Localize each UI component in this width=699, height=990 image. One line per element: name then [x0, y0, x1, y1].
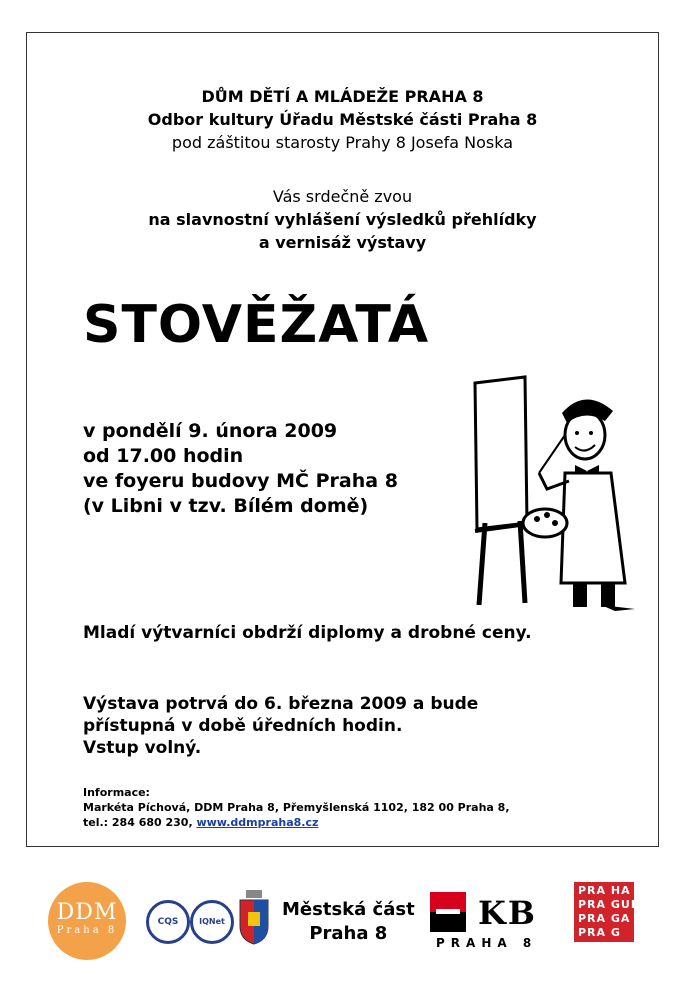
invitation-frame — [26, 32, 659, 847]
mc-line-1: Městská část — [282, 899, 415, 920]
invite-occasion: na slavnostní vyhlášení výsledků přehlídky — [148, 210, 537, 229]
ddm-logo — [48, 882, 126, 960]
contact-info — [83, 785, 510, 830]
ddm-logo-subtext: Praha 8 — [56, 925, 118, 936]
exhibition-line-2: přístupná v době úředních hodin. — [83, 716, 403, 736]
exhibition-line-1: Výstava potrvá do 6. března 2009 a bude — [83, 694, 479, 714]
info-contact: Markéta Píchová, DDM Praha 8, Přemyšlenská 1102, 182 00 Praha 8, — [83, 801, 510, 814]
info-label: Informace: — [83, 786, 150, 799]
event-title: STOVĚŽATÁ — [83, 295, 430, 355]
cqs-certificate-logo: CQS — [146, 900, 190, 944]
info-phone: tel.: 284 680 230, — [83, 816, 193, 829]
organizer-name: DŮM DĚTÍ A MLÁDEŽE PRAHA 8 — [201, 87, 484, 106]
patronage: pod záštitou starosty Prahy 8 Josefa Noska — [171, 133, 514, 152]
co-organizer: Odbor kultury Úřadu Městské části Praha 8 — [147, 110, 538, 129]
event-date: v pondělí 9. února 2009 — [83, 420, 338, 442]
ddm-logo-text: DDM — [56, 900, 118, 925]
event-time: od 17.00 hodin — [83, 445, 244, 467]
mc-line-2: Praha 8 — [309, 923, 388, 944]
pp-row: PRA HA — [578, 884, 631, 897]
praha8-coat-of-arms-icon — [238, 890, 270, 946]
event-details — [83, 419, 398, 519]
event-place-detail: (v Libni v tzv. Bílém domě) — [83, 495, 369, 517]
sponsor-logos — [0, 870, 699, 970]
website-link[interactable]: www.ddmpraha8.cz — [196, 816, 319, 829]
exhibition-info — [83, 693, 478, 759]
pp-row: PRA GA — [578, 912, 631, 925]
invite-vernissage: a vernisáž výstavy — [258, 233, 427, 252]
pp-row: PRA GUE — [578, 898, 640, 911]
kb-logo-text: KB — [478, 894, 537, 932]
praha-prague-logo — [574, 882, 640, 942]
event-place: ve foyeru budovy MČ Praha 8 — [83, 470, 398, 492]
prizes-note: Mladí výtvarníci obdrží diplomy a drobné ceny. — [83, 623, 532, 643]
exhibition-line-3: Vstup volný. — [83, 738, 202, 758]
mestska-cast-logo — [282, 898, 415, 946]
invite-intro: Vás srdečně zvou — [272, 187, 413, 206]
painter-illustration — [465, 373, 640, 613]
kb-logo-subtext: PRAHA 8 — [436, 936, 538, 950]
info-phone-line — [83, 815, 510, 830]
pp-row: PRA G — [578, 926, 621, 939]
iqnet-certificate-logo: IQNet — [190, 900, 234, 944]
